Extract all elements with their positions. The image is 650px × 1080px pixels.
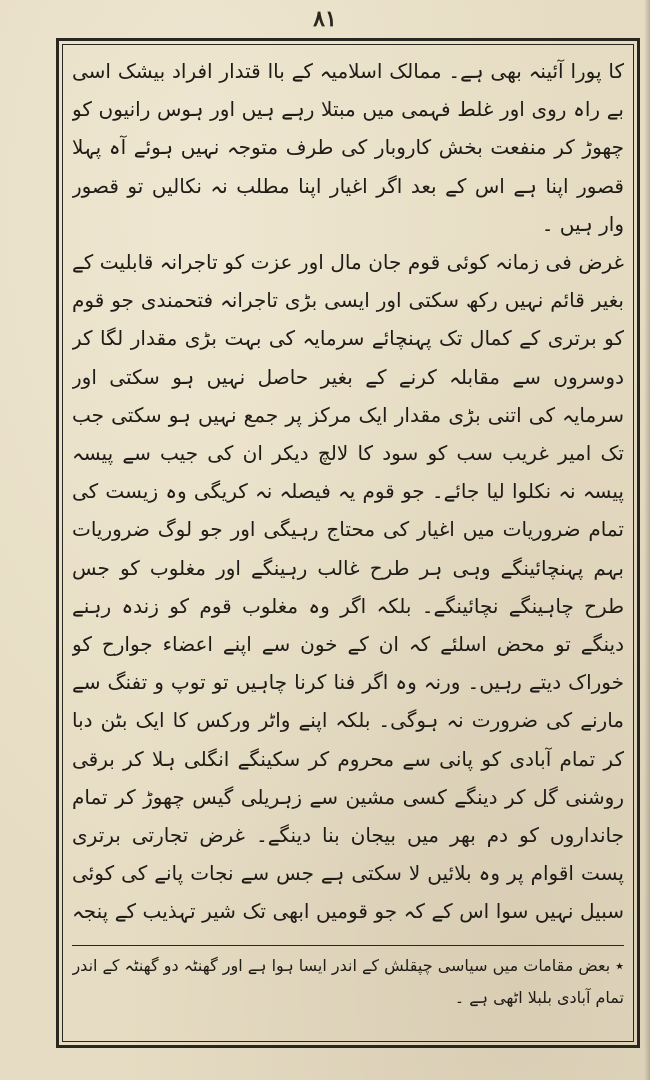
footnote: ٭ بعض مقامات میں سیاسی چپقلش کے اندر ایسا ہوا ہے اور گھنٹہ دو گھنٹہ کے اندر تمام آبادی بلبلا اٹھی ہے ۔ bbox=[72, 956, 624, 1007]
paragraph-2: غرض فی زمانہ کوئی قوم جان مال اور عزت کو تاجرانہ قابلیت کے بغیر قائم نہیں رکھ سکتی اور ایسی بڑی تاجرانہ فتحمندی جو قوم کو برتری کے کمال تک پہنچائے سرمایہ کی بہت بڑی مقدار لگا کر دوسروں سے مقابلہ کرنے کے بغیر حاصل نہیں ہو سکتی اور سرمایہ کی اتنی بڑی مقدار ایک مرکز پر جمع نہیں ہو سکتی جب تک امیر غریب سب کو سود کا لالچ دیکر ان کی جیب سے پیسہ پیسہ نہ نکلوا لیا جائے۔ جو قوم یہ فیصلہ نہ کریگی وہ زیست کی تمام ضروریات میں اغیار کی محتاج رہیگی اور جو لوگ ضروریات بہم پہنچائینگے وہی ہر طرح غالب رہینگے اور مغلوب کو جس طرح چاہینگے نچائینگے۔ بلکہ اگر وہ مغلوب قوم کو زندہ رہنے دینگے تو محض اسلئے کہ ان کے خون سے اپنے اعضاء جوارح کو خوراک دیتے رہیں۔ ورنہ وہ اگر فنا کرنا چاہیں تو توپ و تفنگ سے مارنے کی ضرورت نہ ہوگی۔ بلکہ اپنے واٹر ورکس کا ایک بٹن دبا کر تمام آبادی کو پانی سے محروم کر سکینگے انگلی ہلا کر برقی روشنی گل کر دینگے کسی مشین سے زہریلی گیس چھوڑ کر تمام جانداروں کو دم بھر میں بیجان بنا دینگے۔ غرض تجارتی برتری پست اقوام پر وہ بلائیں لا سکتی ہے جس سے نجات پانے کی کوئی سبیل نہیں سوا اس کے کہ جو قومیں ابھی تک شیر تہذیب کے پنجہ bbox=[72, 250, 624, 924]
paragraph-1: کا پورا آئینہ بھی ہے۔ ممالک اسلامیہ کے باا قتدار افراد بیشک اسی بے راہ روی اور غلط فہمی میں مبتلا رہے ہیں اور ہوس رانیوں کو چھوڑ کر منفعت بخش کاروبار کی طرف متوجہ نہیں ہوئے آہ پہلا قصور اپنا ہے اس کے بعد اگر اغیار اپنا مطلب نہ نکالیں تو قصور وار ہیں ۔ bbox=[72, 59, 624, 236]
page-number: ۸۱ bbox=[313, 6, 337, 32]
footnote-divider bbox=[72, 945, 624, 946]
body-text bbox=[72, 52, 624, 932]
scan-edge-shadow bbox=[644, 0, 650, 1080]
